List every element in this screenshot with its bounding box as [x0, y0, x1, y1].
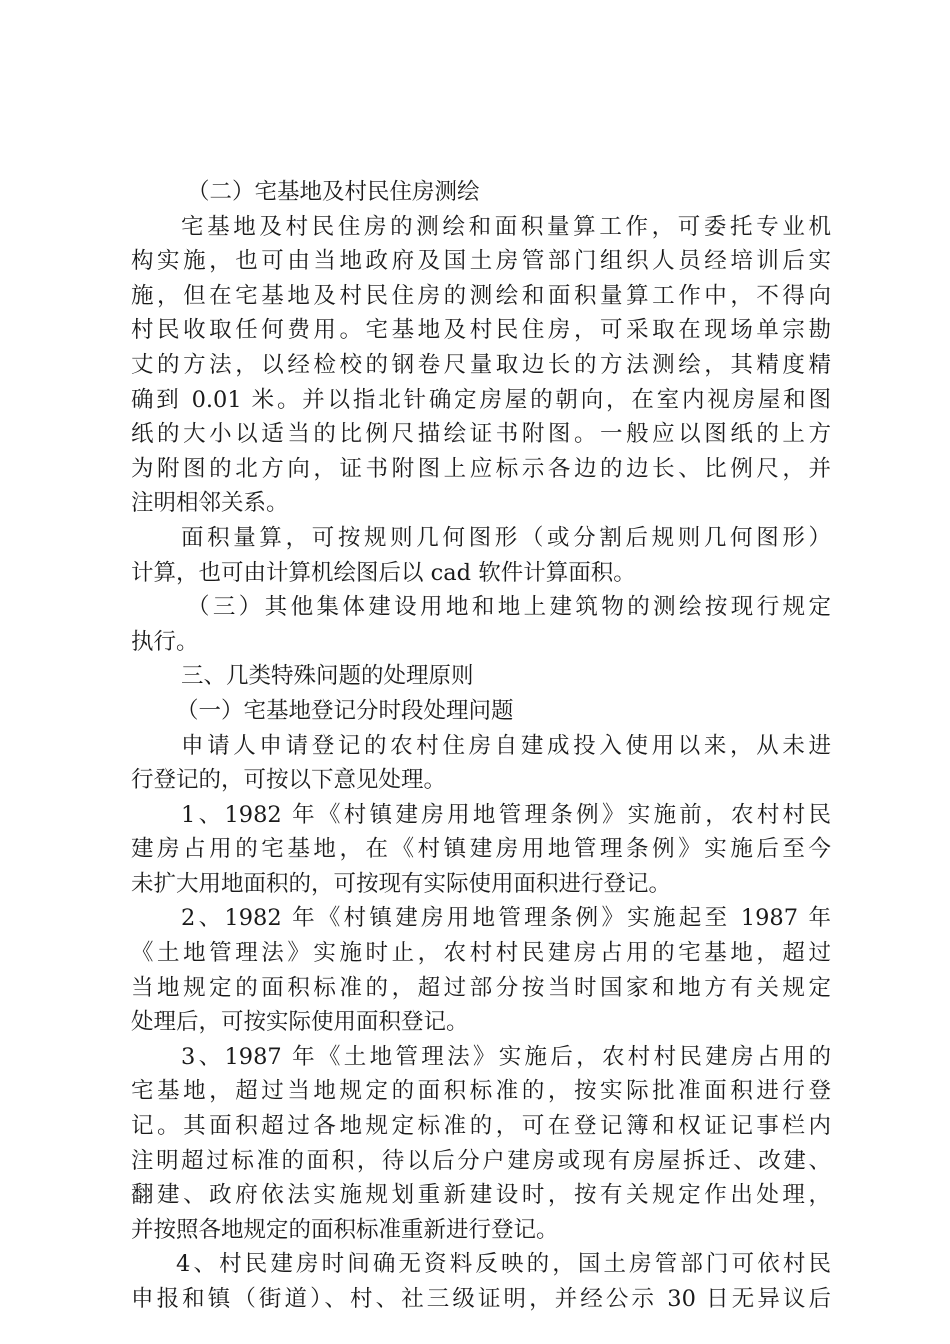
text-line: 村民收取任何费用。宅基地及村民住房，可采取在现场单宗勘 — [131, 317, 831, 344]
section-heading-time-period: （一）宅基地登记分时段处理问题 — [176, 697, 514, 724]
list-item-2: 2、1982 年《村镇建房用地管理条例》实施起至 1987 年 — [181, 905, 831, 932]
text-line: 注明相邻关系。 — [131, 490, 289, 517]
text-line: 为附图的北方向，证书附图上应标示各边的边长、比例尺，并 — [131, 455, 831, 482]
list-item-4: 4、村民建房时间确无资料反映的，国土房管部门可依村民 — [176, 1251, 831, 1278]
text-line: 执行。 — [131, 628, 199, 655]
text-line: 构实施，也可由当地政府及国土房管部门组织人员经培训后实 — [131, 248, 831, 275]
section-heading-special-issues: 三、几类特殊问题的处理原则 — [181, 663, 474, 690]
text-line: 建房占用的宅基地，在《村镇建房用地管理条例》实施后至今 — [131, 836, 831, 863]
text-line: 纸的大小以适当的比例尺描绘证书附图。一般应以图纸的上方 — [131, 421, 831, 448]
text-line: 丈的方法，以经检校的钢卷尺量取边长的方法测绘，其精度精 — [131, 351, 831, 378]
section-heading-residential-survey: （二）宅基地及村民住房测绘 — [187, 179, 480, 205]
text-line: 处理后，可按实际使用面积登记。 — [131, 1009, 469, 1036]
section-heading-other-construction: （三）其他集体建设用地和地上建筑物的测绘按现行规定 — [187, 594, 831, 621]
text-line: 当地规定的面积标准的，超过部分按当时国家和地方有关规定 — [131, 974, 831, 1001]
text-line: 面积量算，可按规则几何图形（或分割后规则几何图形） — [181, 524, 831, 551]
text-line: 《土地管理法》实施时止，农村村民建房占用的宅基地，超过 — [131, 940, 831, 967]
text-line: 确到 0.01 米。并以指北针确定房屋的朝向，在室内视房屋和图 — [131, 386, 831, 413]
text-line: 计算，也可由计算机绘图后以 cad 软件计算面积。 — [131, 559, 636, 586]
list-item-3: 3、1987 年《土地管理法》实施后，农村村民建房占用的 — [181, 1043, 831, 1070]
text-line: 施，但在宅基地及村民住房的测绘和面积量算工作中，不得向 — [131, 282, 831, 309]
list-item-1: 1、1982 年《村镇建房用地管理条例》实施前，农村村民 — [181, 801, 831, 828]
text-line: 宅基地，超过当地规定的面积标准的，按实际批准面积进行登 — [131, 1078, 831, 1105]
text-line: 注明超过标准的面积，待以后分户建房或现有房屋拆迁、改建、 — [131, 1147, 831, 1174]
text-line: 申报和镇（街道）、村、社三级证明，并经公示 30 日无异议后 — [131, 1286, 831, 1312]
text-line: 未扩大用地面积的，可按现有实际使用面积进行登记。 — [131, 870, 672, 897]
document-body — [131, 175, 831, 1317]
text-line: 行登记的，可按以下意见处理。 — [131, 767, 447, 794]
text-line: 宅基地及村民住房的测绘和面积量算工作，可委托专业机 — [181, 213, 831, 240]
text-line: 并按照各地规定的面积标准重新进行登记。 — [131, 1216, 559, 1243]
text-line: 翻建、政府依法实施规划重新建设时，按有关规定作出处理， — [131, 1182, 831, 1209]
text-line: 记。其面积超过各地规定标准的，可在登记簿和权证记事栏内 — [131, 1113, 831, 1140]
text-line: 申请人申请登记的农村住房自建成投入使用以来，从未进 — [181, 732, 831, 759]
